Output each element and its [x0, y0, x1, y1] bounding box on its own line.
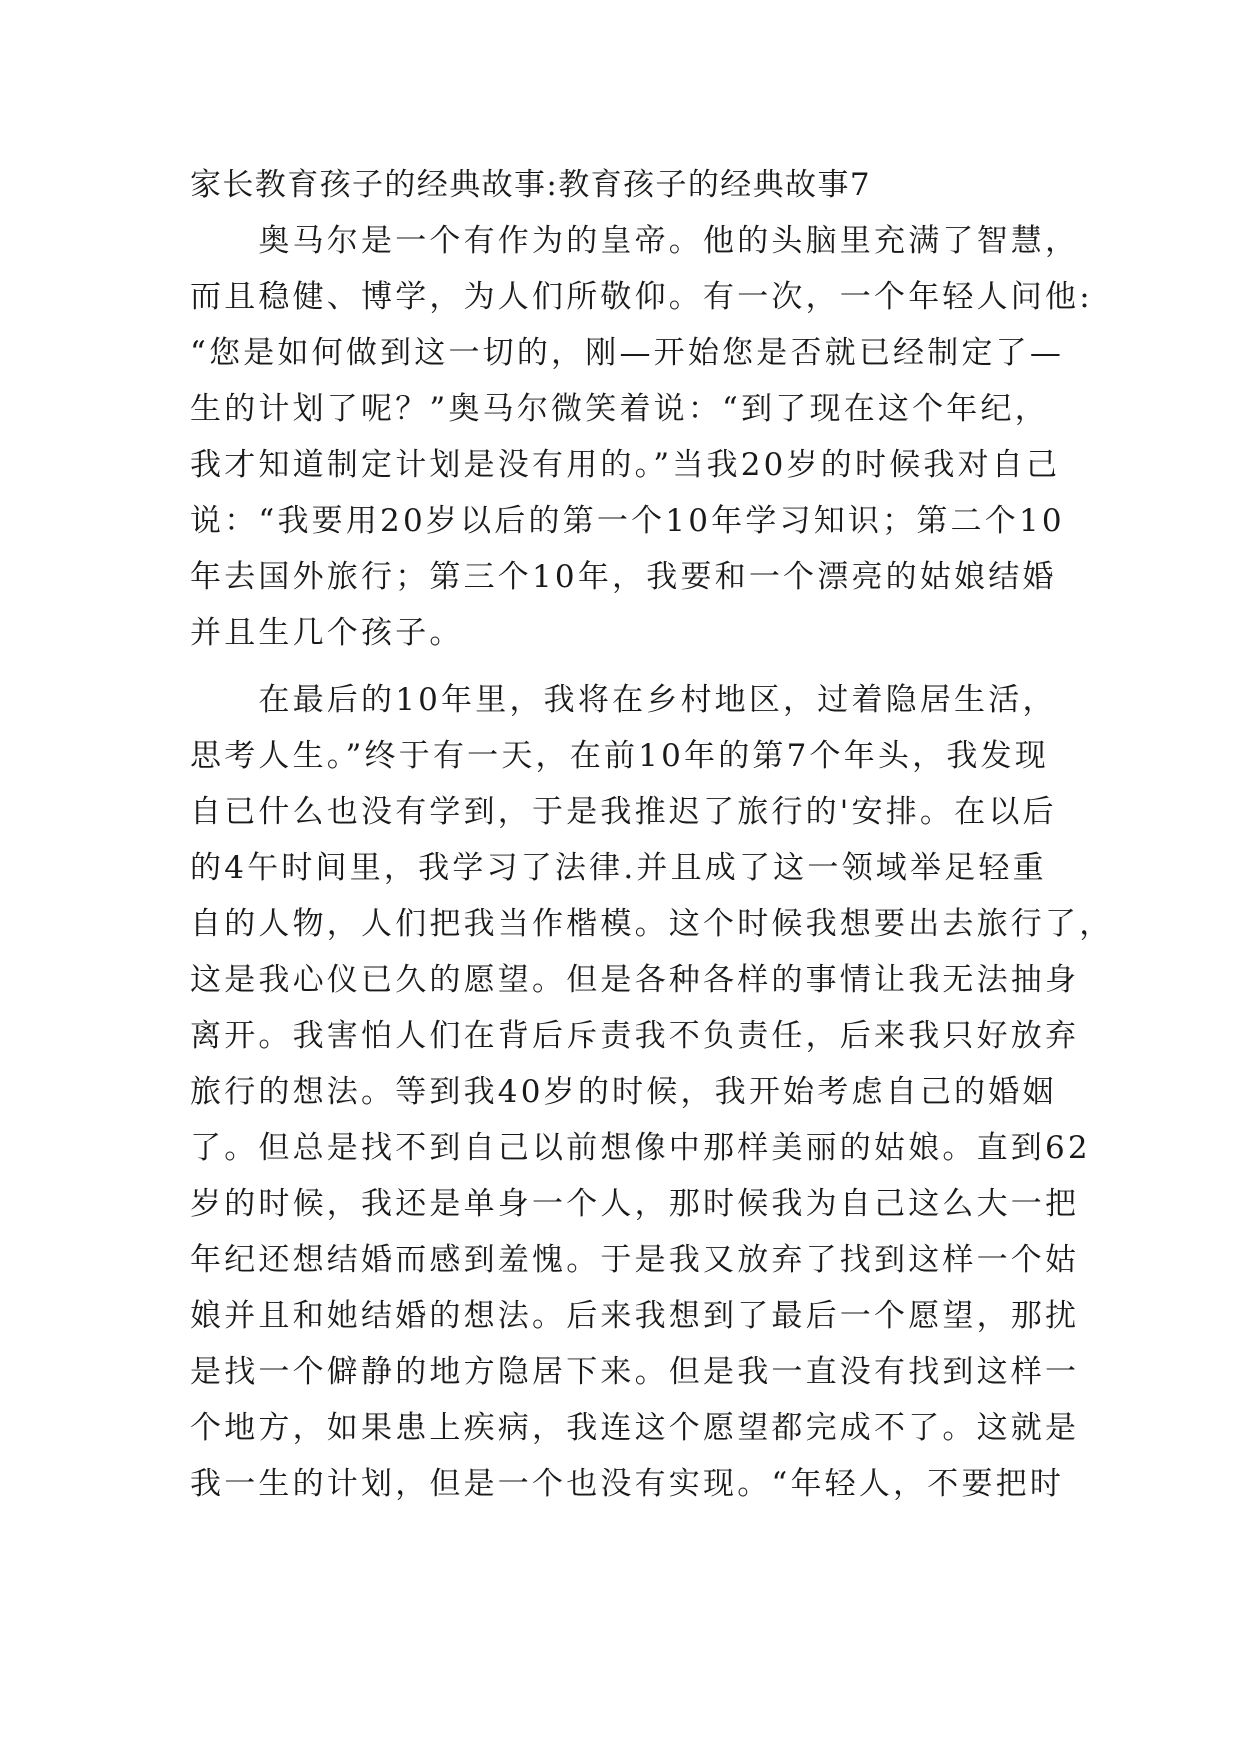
text-line: 自已什么也没有学到，于是我推迟了旅行的'安排。在以后	[190, 794, 1057, 830]
text-line: 这是我心仪已久的愿望。但是各种各样的事情让我无法抽身	[190, 962, 1080, 998]
text-line: 在最后的10年里，我将在乡村地区，过着隐居生活，	[190, 682, 1057, 718]
text-line: 我才知道制定计划是没有用的。”当我20岁的时候我对自己	[190, 447, 1061, 483]
text-line: 个地方，如果患上疾病，我连这个愿望都完成不了。这就是	[190, 1410, 1080, 1446]
text-line: 思考人生。”终于有一天，在前10年的第7个年头，我发现	[190, 738, 1049, 774]
text-line: 而且稳健、博学，为人们所敬仰。有一次，一个年轻人问他:	[190, 279, 1093, 315]
text-line: 我一生的计划，但是一个也没有实现。“年轻人，不要把时	[190, 1466, 1065, 1502]
text-line: 娘并且和她结婚的想法。后来我想到了最后一个愿望，那扰	[190, 1298, 1080, 1334]
text-line: 岁的时候，我还是单身一个人，那时候我为自己这么大一把	[190, 1186, 1080, 1222]
text-line: 年纪还想结婚而感到羞愧。于是我又放弃了找到这样一个姑	[190, 1242, 1080, 1278]
text-line: 奥马尔是一个有作为的皇帝。他的头脑里充满了智慧，	[190, 223, 1080, 259]
text-line: 的4午时间里，我学习了法律.并且成了这一领域举足轻重	[190, 850, 1047, 886]
text-line: 是找一个僻静的地方隐居下来。但是我一直没有找到这样一	[190, 1354, 1080, 1390]
document-title: 家长教育孩子的经典故事:教育孩子的经典故事7	[190, 167, 871, 203]
text-line: 离开。我害怕人们在背后斥责我不负责任，后来我只好放弃	[190, 1018, 1080, 1054]
text-line: 并且生几个孩子。	[190, 615, 464, 651]
text-line: 说：“我要用20岁以后的第一个10年学习知识；第二个10	[190, 503, 1065, 539]
text-line: 自的人物，人们把我当作楷模。这个时候我想要出去旅行了，	[190, 906, 1114, 942]
text-line: 旅行的想法。等到我40岁的时候，我开始考虑自己的婚姻	[190, 1074, 1057, 1110]
text-line: 年去国外旅行；第三个10年，我要和一个漂亮的姑娘结婚	[190, 559, 1057, 595]
text-line: “您是如何做到这一切的，刚—开始您是否就已经制定了—	[190, 335, 1065, 371]
text-line: 了。但总是找不到自己以前想像中那样美丽的姑娘。直到62	[190, 1130, 1091, 1166]
text-line: 生的计划了呢？”奥马尔微笑着说：“到了现在这个年纪，	[190, 391, 1049, 427]
